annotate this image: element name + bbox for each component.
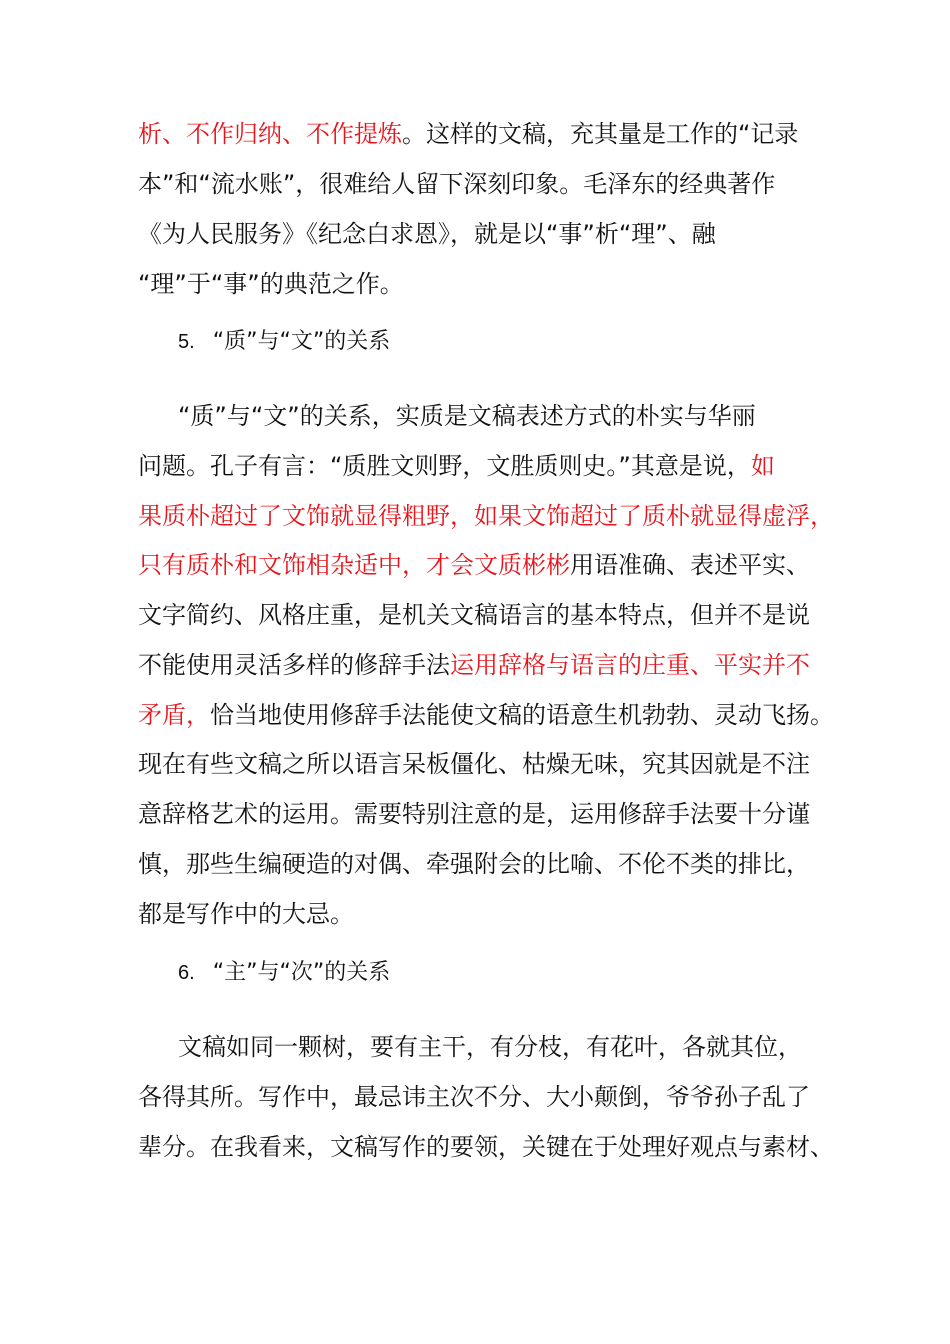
paragraph-line: “理”于“事”的典范之作。 [138, 270, 404, 298]
paragraph-line: 《为人民服务》《纪念白求恩》，就是以“事”析“理”、融 [138, 220, 716, 248]
highlighted-text: 运用辞格与语言的庄重、平实并不 [450, 651, 810, 679]
paragraph-line: 辈分。在我看来，文稿写作的要领，关键在于处理好观点与素材、 [138, 1133, 834, 1161]
paragraph-line [138, 650, 810, 680]
body-text: 用语准确、表述平实、 [570, 551, 810, 579]
highlighted-text: 如 [750, 452, 775, 480]
paragraph-line: 文稿如同一颗树，要有主干，有分枝，有花叶，各就其位， [178, 1033, 802, 1061]
paragraph-line [138, 119, 798, 149]
paragraph-line: “质”与“文”的关系，实质是文稿表述方式的朴实与华丽 [178, 402, 756, 430]
highlighted-text: 矛盾， [138, 701, 210, 729]
paragraph-line: 果质朴超过了文饰就显得粗野，如果文饰超过了质朴就显得虚浮， [138, 502, 834, 530]
section-title: “主”与“次”的关系 [212, 960, 391, 985]
section-title: “质”与“文”的关系 [212, 329, 391, 354]
highlighted-text: 析、不作归纳、不作提炼 [138, 120, 402, 148]
section-heading-6 [178, 958, 390, 988]
section-number: 6. [178, 962, 195, 984]
paragraph-line [138, 700, 834, 730]
body-text: 。这样的文稿，充其量是工作的“记录 [402, 120, 799, 148]
body-text: 恰当地使用修辞手法能使文稿的语意生机勃勃、灵动飞扬。 [210, 701, 834, 729]
highlighted-text: 只有质朴和文饰相杂适中，才会文质彬彬 [138, 551, 570, 579]
paragraph-line: 都是写作中的大忌。 [138, 900, 354, 928]
section-heading-5 [178, 327, 390, 357]
paragraph-line: 文字简约、风格庄重，是机关文稿语言的基本特点，但并不是说 [138, 601, 810, 629]
paragraph-line: 现在有些文稿之所以语言呆板僵化、枯燥无味，究其因就是不注 [138, 750, 810, 778]
body-text: 问题。孔子有言：“质胜文则野，文胜质则史。”其意是说， [138, 452, 751, 480]
paragraph-line: 慎，那些生编硬造的对偶、牵强附会的比喻、不伦不类的排比， [138, 850, 810, 878]
section-number: 5. [178, 331, 195, 353]
paragraph-line [138, 451, 775, 481]
body-text: 不能使用灵活多样的修辞手法 [138, 651, 450, 679]
paragraph-line: 各得其所。写作中，最忌讳主次不分、大小颠倒，爷爷孙子乱了 [138, 1083, 810, 1111]
paragraph-line: 本”和“流水账”，很难给人留下深刻印象。毛泽东的经典著作 [138, 170, 776, 198]
paragraph-line: 意辞格艺术的运用。需要特别注意的是，运用修辞手法要十分谨 [138, 800, 810, 828]
paragraph-line [138, 550, 810, 580]
